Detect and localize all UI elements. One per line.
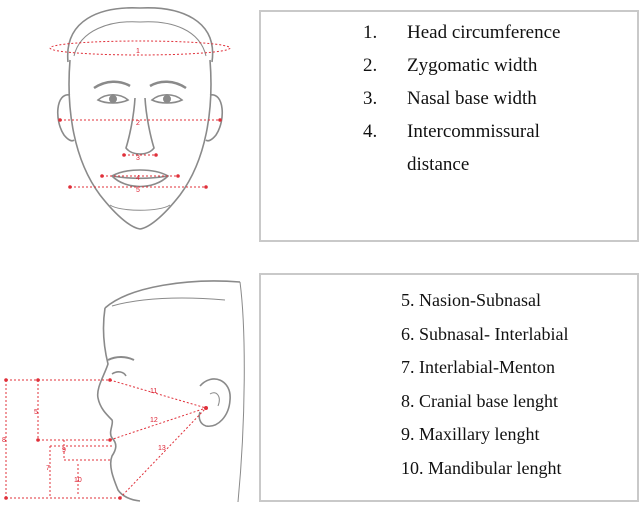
- profile-marker-7: 7: [46, 465, 50, 472]
- legend-item-number: 3.: [363, 88, 378, 109]
- front-marker-3: 3: [136, 155, 140, 162]
- legend-item: [363, 16, 597, 49]
- profile-marker-13: 13: [158, 445, 166, 452]
- legend-item-number: 2.: [363, 55, 378, 76]
- profile-measurements-legend: [259, 273, 639, 502]
- profile-marker-5: 5: [34, 409, 38, 416]
- legend-item: 7. Interlabial-Menton: [401, 357, 555, 377]
- legend-item: [363, 115, 597, 181]
- front-marker-4: 4: [136, 175, 140, 182]
- legend-item-label: Zygomatic width: [407, 55, 538, 76]
- legend-item: 6. Subnasal- Interlabial: [401, 323, 569, 344]
- legend-item-label: Nasal base width: [407, 88, 537, 109]
- legend-item: 5. Nasion-Subnasal: [401, 290, 541, 310]
- profile-marker-12: 12: [150, 417, 158, 424]
- front-marker-1: 1: [136, 48, 140, 55]
- legend-item: [363, 82, 597, 115]
- profile-marker-8: 8: [2, 437, 6, 444]
- front-marker-5: 5: [136, 187, 140, 194]
- front-marker-2: 2: [136, 120, 140, 127]
- front-face-illustration: [40, 0, 240, 238]
- profile-face-drawing: [0, 268, 250, 502]
- legend-item: [363, 49, 597, 82]
- profile-marker-9: 9: [62, 447, 66, 454]
- profile-marker-10: 10: [74, 477, 82, 484]
- legend-item-number: 4.: [363, 121, 378, 142]
- front-measurements-legend: [259, 10, 639, 242]
- legend-item-label: Intercommissural distance: [407, 121, 540, 175]
- profile-face-illustration: [0, 268, 250, 502]
- profile-marker-11: 11: [150, 388, 158, 395]
- front-face-drawing: [40, 0, 240, 238]
- legend-item-label: Head circumference: [407, 22, 561, 43]
- legend-item: 10. Mandibular lenght: [401, 457, 562, 478]
- legend-item: 8. Cranial base lenght: [401, 390, 558, 411]
- legend-item-number: 1.: [363, 22, 378, 43]
- legend-item: 9. Maxillary lenght: [401, 424, 540, 444]
